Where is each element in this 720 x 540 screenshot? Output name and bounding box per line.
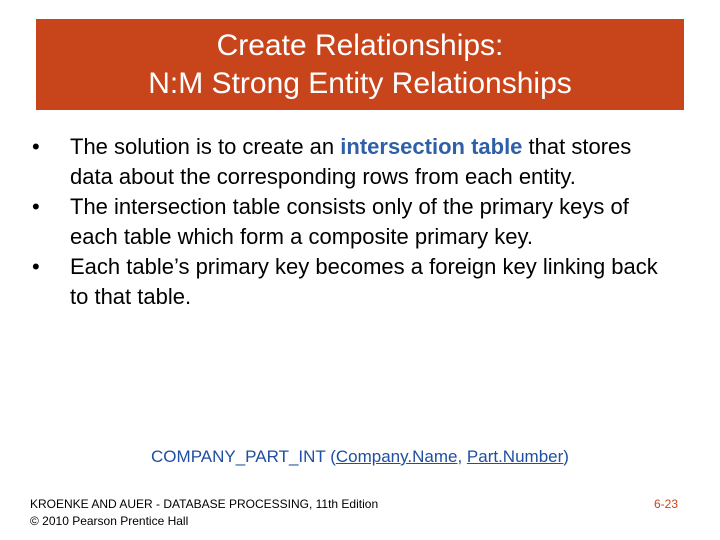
page-number: 6-23: [653, 497, 678, 511]
bullet-1-text-after: that stores data about the corresponding rows from each entity.: [70, 134, 632, 189]
slide-title-line-1: Create Relationships:: [216, 29, 504, 62]
bullet-1-text-before: The solution is to create an: [70, 134, 341, 159]
relation-separator: ,: [457, 447, 467, 466]
relation-schema: [0, 447, 720, 467]
slide-footer: [30, 496, 378, 530]
footer-book-title: KROENKE AND AUER - DATABASE PROCESSING, 11th Edition: [30, 497, 379, 511]
bullet-item-3: [30, 252, 680, 312]
bullet-2-text: The intersection table consists only of the primary keys of each table which form a composite primary key.: [70, 194, 629, 249]
relation-key-company-name: Company.Name: [335, 447, 458, 466]
bullet-3-text: Each table’s primary key becomes a foreign key linking back to that table.: [70, 254, 658, 309]
bullet-1-highlight: intersection table: [340, 134, 523, 159]
footer-copyright: © 2010 Pearson Prentice Hall: [30, 514, 189, 528]
bullet-dot-icon: •: [32, 194, 40, 219]
relation-close-paren: ): [563, 447, 569, 466]
bullet-dot-icon: •: [32, 254, 40, 279]
relation-open-paren: (: [325, 447, 336, 466]
relation-name: COMPANY_PART_INT: [151, 447, 326, 466]
relation-key-part-number: Part.Number: [466, 447, 564, 466]
slide-title-line-2: N:M Strong Entity Relationships: [148, 67, 572, 100]
bullet-list: [30, 132, 680, 312]
bullet-item-2: [30, 192, 680, 252]
bullet-item-1: [30, 132, 680, 192]
slide-title-bar: [36, 19, 684, 110]
bullet-dot-icon: •: [32, 134, 40, 159]
